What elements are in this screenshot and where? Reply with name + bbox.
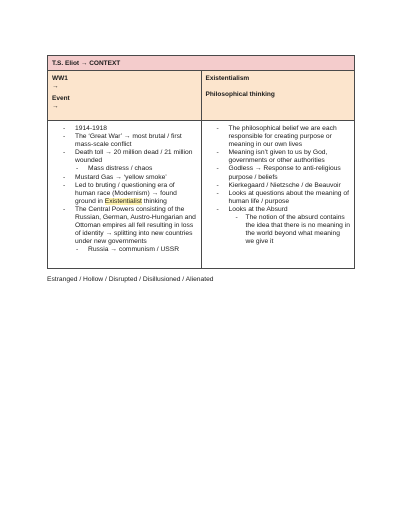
existentialism-heading: Existentialism xyxy=(205,75,250,82)
philosophical-thinking-label: Philosophical thinking xyxy=(205,91,275,98)
ww1-list-item xyxy=(52,133,197,149)
ww1-bullet-list xyxy=(52,125,197,255)
existentialism-list-item: - The notion of the absurd contains the idea that there is no meaning in the world beyond what meaning we give it xyxy=(206,214,351,246)
keywords-line: Estranged / Hollow / Disrupted / Disillusioned / Alienated xyxy=(47,276,214,283)
existentialism-header-cell xyxy=(202,71,355,120)
header-row xyxy=(48,71,354,121)
list-item-text: Mustard Gas → ‘yellow smoke’ xyxy=(75,173,167,181)
existentialism-list-item: - The philosophical belief we are each responsible for creating purpose or meaning in our own lives xyxy=(206,125,351,149)
ww1-list-item xyxy=(52,174,197,182)
list-item-text: Death toll → 20 million dead / 21 million wounded xyxy=(75,149,193,165)
ww1-header-cell xyxy=(48,71,202,120)
arrow-glyph: → xyxy=(52,83,59,90)
table-title: T.S. Eliot → CONTEXT xyxy=(48,56,354,71)
existentialism-bullet-list xyxy=(206,125,351,246)
ww1-heading: WW1 xyxy=(52,75,68,82)
list-item-text: The Central Powers consisting of the Russian, German, Austro-Hungarian and Ottoman empires all fell resulting in loss of identity → splitting into new countries under new governments xyxy=(75,205,196,246)
ww1-list-item xyxy=(52,182,197,206)
ww1-list-item xyxy=(52,206,197,246)
list-item-text: Led to bruting / questioning era of human race (Modernism) → found ground in xyxy=(75,181,177,205)
highlighted-word: Existentialist xyxy=(104,197,142,205)
list-item-text: Mass distress / chaos xyxy=(88,165,153,173)
event-label: Event xyxy=(52,95,70,102)
ww1-list-item xyxy=(52,149,197,165)
list-item-text: The ‘Great War’ → most brutal / first mass-scale conflict xyxy=(75,133,182,149)
ww1-content-cell xyxy=(48,121,202,268)
existentialism-list-item: - Kierkegaard / Nietzsche / de Beauvoir xyxy=(206,182,351,190)
existentialism-list-item: - Godless → Response to anti-religious purpose / beliefs xyxy=(206,165,351,181)
existentialism-content-cell xyxy=(202,121,355,268)
existentialism-list-item: - Looks at questions about the meaning of human life / purpose xyxy=(206,190,351,206)
ww1-list-item xyxy=(52,165,197,173)
list-item-text: thinking xyxy=(141,197,167,205)
ww1-list-item xyxy=(52,125,197,133)
ww1-list-item xyxy=(52,246,197,254)
existentialism-list-item: - Looks at the Absurd xyxy=(206,206,351,214)
content-row xyxy=(48,121,354,268)
list-item-text: 1914-1918 xyxy=(75,125,107,132)
arrow-glyph: → xyxy=(52,103,59,110)
list-item-text: Russia → communism / USSR xyxy=(88,246,180,254)
existentialism-list-item: - Meaning isn’t given to us by God, governments or other authorities xyxy=(206,149,351,165)
context-table xyxy=(47,55,355,269)
